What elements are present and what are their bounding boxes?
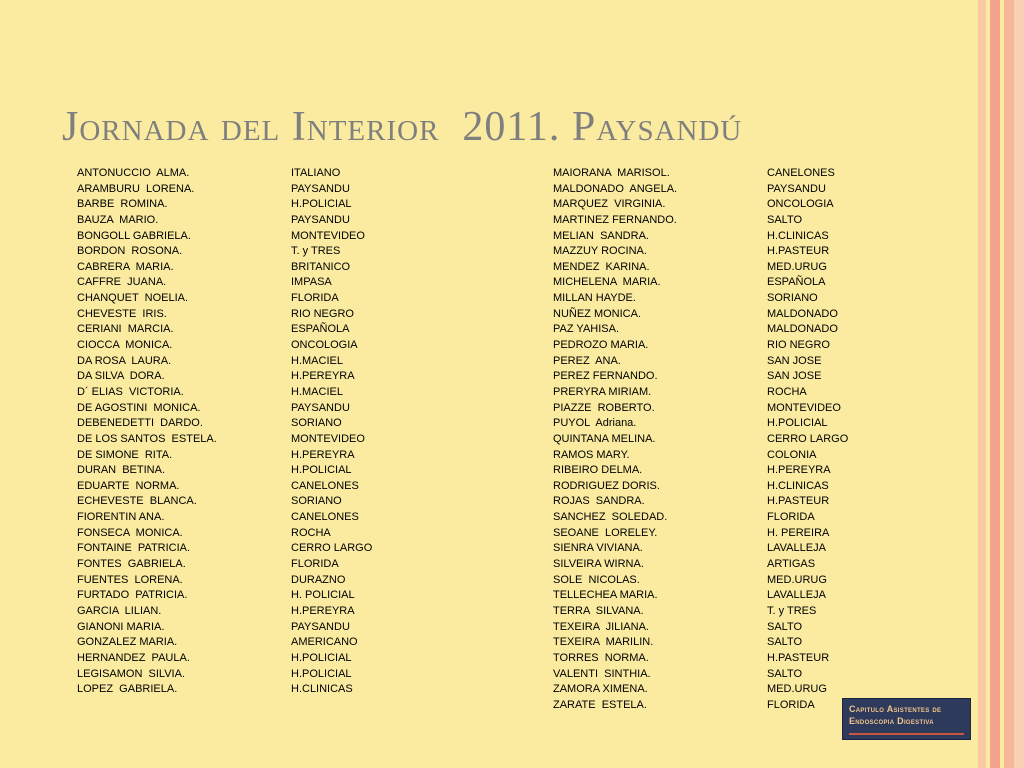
attendee-location: H.PASTEUR	[767, 245, 830, 258]
attendee-location: FLORIDA	[767, 511, 815, 524]
attendee-name: PRERYRA MIRIAM.	[553, 385, 652, 398]
attendee-location: MALDONADO	[767, 323, 838, 336]
attendee-name: RODRIGUEZ DORIS.	[553, 479, 660, 492]
attendee-location: LAVALLEJA	[767, 589, 826, 602]
attendee-location: FLORIDA	[291, 292, 339, 305]
attendee-location: MONTEVIDEO	[291, 229, 365, 242]
attendee-name: QUINTANA MELINA.	[553, 432, 656, 445]
attendee-name: FURTADO PATRICIA.	[77, 589, 188, 602]
attendee-name: CHEVESTE IRIS.	[77, 307, 167, 320]
attendee-name: ZARATE ESTELA.	[553, 698, 647, 711]
attendee-name: MARQUEZ VIRGINIA.	[553, 198, 666, 211]
attendee-location: CERRO LARGO	[291, 542, 373, 555]
attendee-name: TERRA SILVANA.	[553, 604, 644, 617]
attendee-name: ZAMORA XIMENA.	[553, 683, 648, 696]
attendee-name: DE AGOSTINI MONICA.	[77, 401, 201, 414]
attendee-location: SALTO	[767, 620, 803, 633]
attendee-name: SILVEIRA WIRNA.	[553, 558, 644, 571]
attendee-location: H.POLICIAL	[291, 667, 352, 680]
attendee-location: ESPAÑOLA	[291, 323, 350, 336]
places-column-right	[767, 166, 848, 713]
attendee-location: SAN JOSE	[767, 354, 822, 367]
attendee-name: PEDROZO MARIA.	[553, 339, 649, 352]
attendee-name: DA ROSA LAURA.	[77, 354, 172, 367]
attendee-name: DE LOS SANTOS ESTELA.	[77, 432, 217, 445]
attendee-location: H.POLICIAL	[767, 417, 828, 430]
attendee-location: H.PEREYRA	[291, 448, 355, 461]
attendee-location: CANELONES	[291, 511, 359, 524]
attendee-name: LEGISAMON SILVIA.	[77, 667, 185, 680]
attendee-name: MENDEZ KARINA.	[553, 260, 650, 273]
attendee-location: IMPASA	[291, 276, 332, 289]
attendee-location: H.POLICIAL	[291, 464, 352, 477]
attendee-location: ESPAÑOLA	[767, 276, 826, 289]
attendee-name: TORRES NORMA.	[553, 651, 649, 664]
attendee-location: H.CLINICAS	[767, 229, 829, 242]
attendee-location: PAYSANDU	[767, 182, 826, 195]
attendee-name: SIENRA VIVIANA.	[553, 542, 643, 555]
attendee-name: BARBE ROMINA.	[77, 198, 168, 211]
attendee-name: PIAZZE ROBERTO.	[553, 401, 655, 414]
attendee-location: PAYSANDU	[291, 401, 350, 414]
attendee-location: CANELONES	[291, 479, 359, 492]
attendee-location: H.PEREYRA	[291, 370, 355, 383]
attendee-location: PAYSANDU	[291, 213, 350, 226]
attendee-name: MILLAN HAYDE.	[553, 292, 636, 305]
attendee-name: GONZALEZ MARIA.	[77, 636, 178, 649]
attendee-name: CIOCCA MONICA.	[77, 339, 173, 352]
attendee-name: BONGOLL GABRIELA.	[77, 229, 191, 242]
attendee-location: H. PEREIRA	[767, 526, 830, 539]
attendee-location: H.PASTEUR	[767, 651, 830, 664]
stripe	[1014, 0, 1024, 768]
attendee-name: FIORENTIN ANA.	[77, 511, 165, 524]
attendee-name: MAZZUY ROCINA.	[553, 245, 647, 258]
slide-title: Jornada del Interior 2011. Paysandú	[62, 104, 743, 150]
logo-line-1: Capitulo Asistentes de	[849, 704, 942, 714]
attendee-name: NUÑEZ MONICA.	[553, 307, 641, 320]
attendee-name: PEREZ ANA.	[553, 354, 621, 367]
attendee-name: LOPEZ GABRIELA.	[77, 683, 178, 696]
attendee-location: PAYSANDU	[291, 182, 350, 195]
attendee-location: PAYSANDU	[291, 620, 350, 633]
attendee-name: TELLECHEA MARIA.	[553, 589, 658, 602]
logo-underline	[849, 733, 964, 735]
attendee-name: ECHEVESTE BLANCA.	[77, 495, 197, 508]
attendee-name: ANTONUCCIO ALMA.	[77, 167, 190, 179]
attendee-location: RIO NEGRO	[767, 339, 830, 352]
attendee-location: SORIANO	[767, 292, 818, 305]
attendee-location: SORIANO	[291, 417, 342, 430]
attendee-name: GIANONI MARIA.	[77, 620, 165, 633]
attendee-name: VALENTI SINTHIA.	[553, 667, 651, 680]
attendee-name: FONTES GABRIELA.	[77, 558, 186, 571]
attendee-name: BAUZA MARIO.	[77, 213, 159, 226]
attendee-location: SALTO	[767, 667, 803, 680]
attendee-name: RIBEIRO DELMA.	[553, 464, 643, 477]
attendee-location: AMERICANO	[291, 636, 358, 649]
decorative-side-stripes	[978, 0, 1024, 768]
attendee-name: DA SILVA DORA.	[77, 370, 165, 383]
attendee-location: ROCHA	[767, 385, 807, 398]
attendee-location: H.PASTEUR	[767, 495, 830, 508]
attendee-location: MONTEVIDEO	[291, 432, 365, 445]
attendee-name: BORDON ROSONA.	[77, 245, 183, 258]
attendee-location: LAVALLEJA	[767, 542, 826, 555]
attendee-location: COLONIA	[767, 448, 817, 461]
attendee-name: DURAN BETINA.	[77, 464, 166, 477]
stripe	[1004, 0, 1014, 768]
attendee-name: MALDONADO ANGELA.	[553, 182, 678, 195]
attendee-name: PEREZ FERNANDO.	[553, 370, 658, 383]
logo-line-2: Endoscopia Digestiva	[849, 716, 934, 726]
attendee-name: ARAMBURU LORENA.	[77, 182, 195, 195]
attendee-location: H.MACIEL	[291, 354, 343, 367]
attendee-location: H.PEREYRA	[767, 464, 831, 477]
attendee-location: FLORIDA	[291, 558, 339, 571]
attendee-location: SAN JOSE	[767, 370, 822, 383]
attendee-location: ONCOLOGIA	[291, 339, 358, 352]
attendee-name: ROJAS SANDRA.	[553, 495, 645, 508]
attendee-name: TEXEIRA MARILIN.	[553, 636, 654, 649]
attendee-name: TEXEIRA JILIANA.	[553, 620, 649, 633]
attendee-location: H. POLICIAL	[291, 589, 355, 602]
attendee-name: RAMOS MARY.	[553, 448, 630, 461]
attendee-name: GARCIA LILIAN.	[77, 604, 162, 617]
attendee-name: SEOANE LORELEY.	[553, 526, 658, 539]
attendee-location: H.CLINICAS	[767, 479, 829, 492]
attendee-name: CERIANI MARCIA.	[77, 323, 174, 336]
attendee-location: SALTO	[767, 636, 803, 649]
attendee-name: SOLE NICOLAS.	[553, 573, 640, 586]
attendee-name: PAZ YAHISA.	[553, 323, 620, 336]
attendee-location: DURAZNO	[291, 573, 346, 586]
attendee-location: SORIANO	[291, 495, 342, 508]
attendee-name: DE SIMONE RITA.	[77, 448, 173, 461]
attendee-location: CERRO LARGO	[767, 432, 849, 445]
attendee-location: H.POLICIAL	[291, 198, 352, 211]
attendee-name: DEBENEDETTI DARDO.	[77, 417, 203, 430]
attendee-location: H.POLICIAL	[291, 651, 352, 664]
attendee-name: MICHELENA MARIA.	[553, 276, 661, 289]
attendee-location: CANELONES	[767, 167, 835, 179]
attendee-location: RIO NEGRO	[291, 307, 354, 320]
attendee-location: ARTIGAS	[767, 558, 816, 571]
places-column-left	[291, 166, 372, 698]
attendee-name: FONSECA MONICA.	[77, 526, 183, 539]
attendee-location: MED.URUG	[767, 683, 827, 696]
attendee-location: H.MACIEL	[291, 385, 343, 398]
names-column-right	[553, 166, 677, 713]
attendee-name: FUENTES LORENA.	[77, 573, 183, 586]
attendee-name: FONTAINE PATRICIA.	[77, 542, 191, 555]
attendee-location: ITALIANO	[291, 167, 341, 179]
attendee-name: EDUARTE NORMA.	[77, 479, 180, 492]
attendee-name: CAFFRE JUANA.	[77, 276, 167, 289]
attendee-name: MARTINEZ FERNANDO.	[553, 213, 677, 226]
stripe	[978, 0, 986, 768]
attendee-name: MAIORANA MARISOL.	[553, 167, 670, 179]
attendee-location: MED.URUG	[767, 260, 827, 273]
attendee-location: MED.URUG	[767, 573, 827, 586]
names-column-left	[77, 166, 217, 698]
attendee-name: CABRERA MARIA.	[77, 260, 174, 273]
stripe	[990, 0, 1000, 768]
attendee-location: BRITANICO	[291, 260, 351, 273]
attendee-location: T. y TRES	[767, 604, 817, 617]
attendee-name: SANCHEZ SOLEDAD.	[553, 511, 668, 524]
attendee-location: ONCOLOGIA	[767, 198, 834, 211]
attendee-location: T. y TRES	[291, 245, 341, 258]
attendee-name: HERNANDEZ PAULA.	[77, 651, 190, 664]
attendee-location: H.CLINICAS	[291, 683, 353, 696]
attendee-location: MALDONADO	[767, 307, 838, 320]
attendee-location: FLORIDA	[767, 698, 815, 711]
attendee-name: D´ ELIAS VICTORIA.	[77, 385, 184, 398]
attendee-location: H.PEREYRA	[291, 604, 355, 617]
attendee-name: PUYOL Adriana.	[553, 417, 637, 430]
attendee-location: ROCHA	[291, 526, 331, 539]
attendee-location: MONTEVIDEO	[767, 401, 841, 414]
attendee-name: MELIAN SANDRA.	[553, 229, 649, 242]
attendee-location: SALTO	[767, 213, 803, 226]
chapter-logo	[842, 698, 971, 740]
attendee-name: CHANQUET NOELIA.	[77, 292, 189, 305]
